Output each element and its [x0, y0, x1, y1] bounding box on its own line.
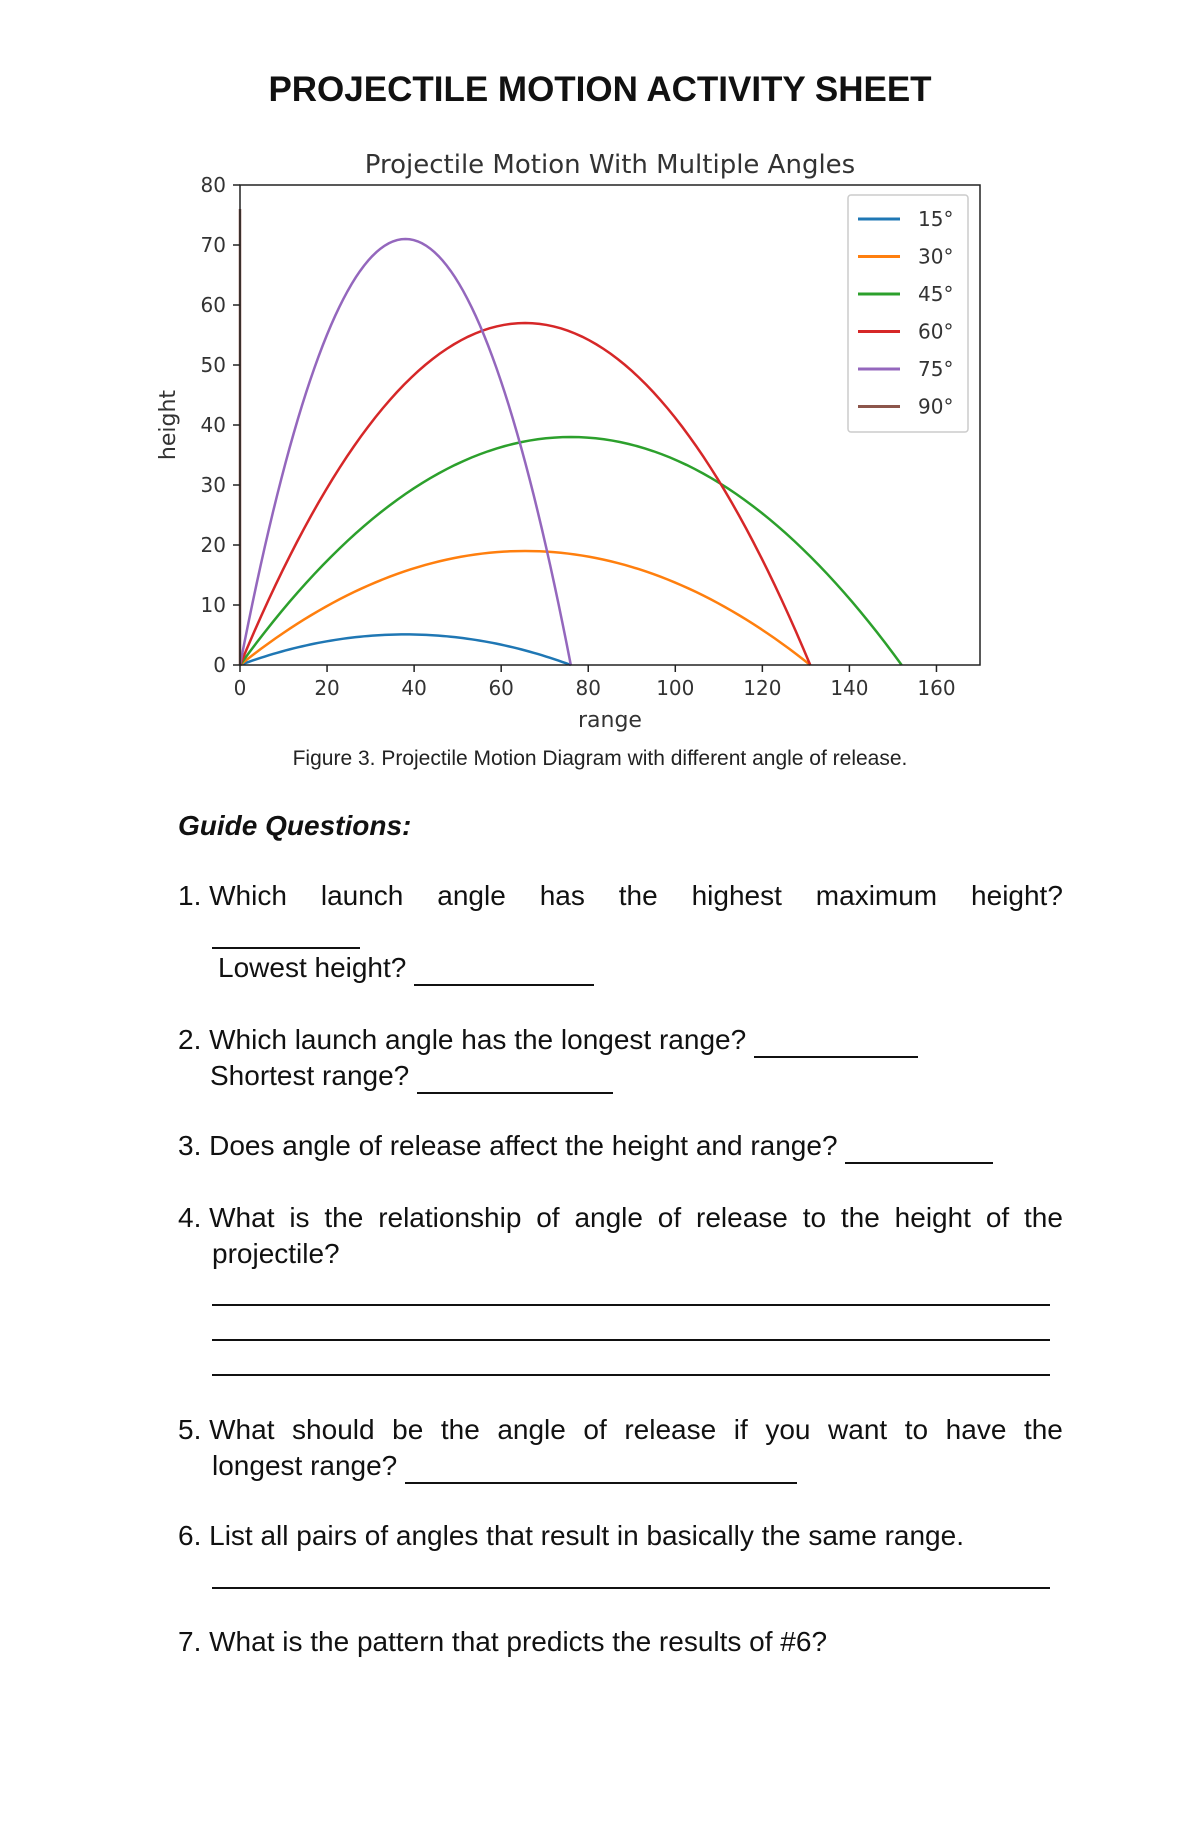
- q4-word: of: [657, 1202, 682, 1233]
- q4b-text: projectile?: [212, 1238, 340, 1269]
- q4-word: angle: [574, 1202, 643, 1233]
- answer-line-q4-3[interactable]: [212, 1374, 1050, 1376]
- q1-word: 1. Which: [178, 880, 287, 911]
- q1-word: maximum: [815, 880, 938, 911]
- question-2b: [210, 1058, 613, 1094]
- x-tick-label: 100: [656, 676, 695, 700]
- y-tick-label: 50: [200, 353, 226, 377]
- x-tick-label: 80: [575, 676, 601, 700]
- x-tick-label: 0: [233, 676, 247, 700]
- question-6: [178, 1518, 964, 1554]
- q5-word: if: [733, 1414, 748, 1445]
- x-tick-label: 40: [401, 676, 427, 700]
- x-tick-label: 160: [917, 676, 956, 700]
- question-3: [178, 1128, 993, 1164]
- answer-line-q4-2[interactable]: [212, 1339, 1050, 1341]
- answer-blank-q2b[interactable]: [417, 1064, 613, 1094]
- legend-label: 30°: [918, 244, 954, 269]
- q5-word: 5. What: [178, 1414, 275, 1445]
- series-line-30deg: [240, 551, 810, 665]
- q4-word: is: [289, 1202, 310, 1233]
- q4-word: 4. What: [178, 1202, 275, 1233]
- x-tick-label: 60: [488, 676, 514, 700]
- x-tick-label: 140: [830, 676, 869, 700]
- answer-blank-q1b[interactable]: [414, 956, 594, 986]
- y-tick-label: 30: [200, 473, 226, 497]
- x-axis-label: range: [578, 708, 642, 733]
- q5-word: release: [624, 1414, 717, 1445]
- q1-word: has: [539, 880, 585, 911]
- y-tick-label: 0: [213, 653, 226, 677]
- y-tick-label: 20: [200, 533, 226, 557]
- y-tick-label: 40: [200, 413, 226, 437]
- q5-word: you: [765, 1414, 811, 1445]
- legend-label: 45°: [918, 282, 954, 306]
- q1-word: angle: [437, 880, 506, 911]
- legend-label: 60°: [918, 319, 954, 344]
- q1-word: height?: [971, 880, 1063, 911]
- answer-line-q4-1[interactable]: [212, 1304, 1050, 1306]
- y-tick-label: 80: [200, 173, 226, 197]
- q7-text: 7. What is the pattern that predicts the results of #6?: [178, 1626, 828, 1657]
- q5-word: be: [392, 1414, 424, 1445]
- q4-word: the: [1024, 1202, 1063, 1233]
- legend-label: 75°: [918, 357, 954, 381]
- q5-word: of: [583, 1414, 607, 1445]
- question-1: [178, 878, 1063, 914]
- q5-word: have: [945, 1414, 1007, 1445]
- answer-blank-q1[interactable]: [212, 947, 360, 949]
- q1-word: launch: [320, 880, 404, 911]
- q5-word: should: [292, 1414, 375, 1445]
- q1b-text: Lowest height?: [218, 952, 407, 983]
- y-tick-label: 60: [200, 293, 226, 317]
- q4-word: the: [840, 1202, 880, 1233]
- q4-word: the: [324, 1202, 364, 1233]
- figure-caption: Figure 3. Projectile Motion Diagram with different angle of release.: [292, 747, 908, 770]
- question-5b: [212, 1448, 797, 1484]
- question-1b: [218, 950, 594, 986]
- guide-heading: Guide Questions:: [178, 810, 412, 841]
- answer-blank-q5[interactable]: [405, 1454, 797, 1484]
- q4-word: release: [696, 1202, 788, 1233]
- q2-text: 2. Which launch angle has the longest range?: [178, 1024, 747, 1055]
- q3-text: 3. Does angle of release affect the height and range?: [178, 1130, 838, 1161]
- projectile-chart: [150, 135, 1000, 735]
- q4-word: relationship: [378, 1202, 522, 1233]
- question-4: [178, 1200, 1063, 1236]
- q5-word: the: [440, 1414, 480, 1445]
- q5-word: angle: [497, 1414, 566, 1445]
- q4-word: height: [894, 1202, 971, 1233]
- q6-text: 6. List all pairs of angles that result in basically the same range.: [178, 1520, 964, 1551]
- q4-word: of: [985, 1202, 1010, 1233]
- legend-label: 90°: [918, 394, 954, 419]
- y-axis-label: height: [156, 389, 181, 461]
- answer-line-q6[interactable]: [212, 1587, 1050, 1589]
- q5-word: want: [828, 1414, 888, 1445]
- question-5: [178, 1412, 1063, 1448]
- series-line-60deg: [240, 323, 810, 665]
- question-2: [178, 1022, 918, 1058]
- series-line-45deg: [240, 437, 902, 665]
- q5-word: to: [904, 1414, 929, 1445]
- answer-blank-q2[interactable]: [754, 1028, 918, 1058]
- x-tick-label: 20: [314, 676, 340, 700]
- answer-blank-q3[interactable]: [845, 1134, 993, 1164]
- question-4b: [212, 1236, 340, 1272]
- chart-title: Projectile Motion With Multiple Angles: [364, 150, 856, 180]
- q1-word: the: [618, 880, 658, 911]
- q4-word: of: [536, 1202, 560, 1233]
- q5b-text: longest range?: [212, 1450, 398, 1481]
- q2b-text: Shortest range?: [210, 1060, 410, 1091]
- legend-label: 15°: [918, 207, 954, 231]
- y-tick-label: 70: [200, 233, 226, 257]
- q5-word: the: [1023, 1414, 1063, 1445]
- q1-word: highest: [691, 880, 782, 911]
- series-line-15deg: [240, 634, 571, 665]
- y-tick-label: 10: [200, 593, 226, 617]
- x-tick-label: 120: [743, 676, 782, 700]
- page-title: PROJECTILE MOTION ACTIVITY SHEET: [268, 70, 932, 109]
- q4-word: to: [802, 1202, 827, 1233]
- question-7: [178, 1624, 827, 1660]
